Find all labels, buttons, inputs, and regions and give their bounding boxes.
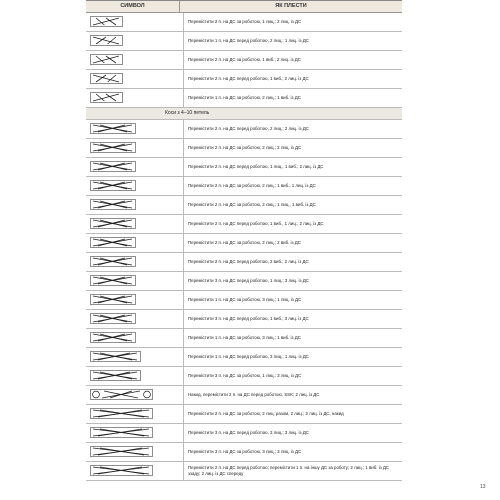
instruction-text: Перемістити 1 п. на ДС за роботою, 3 лиц.; 1 лиц. із ДС	[188, 297, 302, 302]
cable-symbol-icon	[90, 54, 124, 66]
instruction-text: Перемістити 2 п. на ДС перед роботою, 2 виб.; 2 лиц. із ДС	[188, 259, 309, 264]
symbol-cell	[86, 13, 184, 31]
section-title: Коси з 4–10 петель	[86, 108, 402, 120]
symbol-cell	[86, 89, 184, 107]
instruction-text: Перемістити 2 п. на ДС перед роботою, 1 лиц., 1 виб.; 2 лиц. із ДС	[188, 164, 324, 169]
symbol-cell	[86, 253, 184, 271]
cable-symbol-icon	[90, 427, 154, 439]
symbol-cell	[86, 443, 184, 461]
table-row	[86, 139, 402, 158]
instruction-text: Перемістити 2 п. на ДС за роботою, 2 лиц. разом, 2 лиц.; 2 лиц. із ДС, накид	[188, 411, 344, 416]
instruction-text: Перемістити 3 п. на ДС перед роботою, 1 лиц.; 3 лиц. із ДС	[188, 278, 309, 283]
cable-symbol-icon	[90, 180, 137, 192]
symbol-cell	[86, 70, 184, 88]
table-row	[86, 234, 402, 253]
instruction-text: Перемістити 2 п. на ДС за роботою, 2 лиц.; 1 лиц., 1 виб. із ДС	[188, 202, 316, 207]
page-number: 13	[480, 484, 486, 490]
cable-symbol-icon	[90, 275, 137, 287]
symbol-cell	[86, 367, 184, 385]
symbol-cell	[86, 32, 184, 50]
table-row	[86, 253, 402, 272]
instruction-text: Перемістити 3 п. на ДС за роботою, 1 лиц.; 3 лиц. із ДС	[188, 373, 302, 378]
table-header	[86, 1, 402, 13]
cable-symbol-icon	[90, 161, 137, 173]
symbol-cell	[86, 177, 184, 195]
how-header: ЯК ПЛЕСТИ	[275, 3, 307, 9]
symbol-cell	[86, 348, 184, 366]
instruction-text: Перемістити 2 п. на ДС за роботою, 1 виб.; 2 лиц. із ДС	[188, 57, 301, 62]
cable-symbol-icon	[90, 351, 142, 363]
table-row	[86, 329, 402, 348]
table-row	[86, 386, 402, 405]
cable-symbol-icon	[90, 446, 154, 458]
instruction-text: Перемістити 2 п. на ДС за роботою, 1 лиц.; 2 лиц. із ДС	[188, 19, 302, 24]
cable-symbol-icon	[90, 35, 124, 47]
table-row	[86, 215, 402, 234]
cable-symbol-icon	[90, 465, 154, 477]
instruction-text: Перемістити 2 п. на ДС перед роботою, 1 виб., 1 лиц.; 2 лиц. із ДС	[188, 221, 324, 226]
bottom-rows	[86, 120, 402, 481]
table-row	[86, 367, 402, 386]
symbol-header: СИМВОЛ	[86, 1, 180, 12]
symbol-cell	[86, 291, 184, 309]
table-row	[86, 89, 402, 108]
table-row	[86, 51, 402, 70]
top-rows	[86, 13, 402, 108]
cable-symbol-icon	[90, 408, 154, 420]
symbol-cell	[86, 405, 184, 423]
stitch-table	[86, 0, 402, 481]
instruction-text: Перемістити 3 п. на ДС перед роботою, 3 лиц.; 3 лиц. із ДС	[188, 430, 309, 435]
cable-symbol-icon	[90, 370, 142, 382]
instruction-text: Перемістити 2 п. на ДС перед роботою, 1 виб.; 2 лиц. із ДС	[188, 76, 309, 81]
cable-symbol-icon	[90, 332, 137, 344]
table-row	[86, 405, 402, 424]
instruction-text: Перемістити 1 п. на ДС за роботою, 3 лиц.; 1 виб. із ДС	[188, 335, 301, 340]
table-row	[86, 310, 402, 329]
instruction-text: Перемістити 1 п. на ДС перед роботою, 3 лиц.; 1 лиц. із ДС	[188, 354, 309, 359]
instruction-text: Перемістити 2 п. на ДС за роботою, 2 лиц.; 1 виб., 1 лиц. із ДС	[188, 183, 316, 188]
table-row	[86, 70, 402, 89]
symbol-cell	[86, 234, 184, 252]
symbol-cell	[86, 120, 184, 138]
symbol-cell	[86, 424, 184, 442]
cable-symbol-icon	[90, 237, 137, 249]
symbol-cell	[86, 462, 184, 480]
instruction-text: Перемістити 2 п. на ДС перед роботою; перемістити 1 п. на іншу ДС за роботу; 2 лиц.; 1 виб. із ДС ззаду; 2 лиц. із ДС спереду	[188, 465, 390, 476]
table-row	[86, 177, 402, 196]
table-row	[86, 120, 402, 139]
instruction-text: Перемістити 2 п. на ДС перед роботою, 2 лиц.; 2 лиц. із ДС	[188, 126, 309, 131]
table-row	[86, 462, 402, 481]
table-row	[86, 196, 402, 215]
table-row	[86, 158, 402, 177]
cable-symbol-icon	[90, 218, 137, 230]
instruction-text: Перемістити 1 п. на ДС за роботою, 2 лиц.; 1 виб. із ДС	[188, 95, 301, 100]
table-row	[86, 424, 402, 443]
instruction-text: Накид, перемістити 2 п. на ДС перед роботою, SSK; 2 лиц. із ДС	[188, 392, 320, 397]
cable-symbol-icon	[90, 16, 124, 28]
instruction-text: Перемістити 1 п. на ДС перед роботою, 2 лиц.; 1 лиц. із ДС	[188, 38, 309, 43]
instruction-text: Перемістити 2 п. на ДС за роботою, 2 лиц.; 2 виб. із ДС	[188, 240, 301, 245]
cable-symbol-icon	[90, 389, 154, 401]
symbol-cell	[86, 272, 184, 290]
symbol-cell	[86, 139, 184, 157]
table-row	[86, 13, 402, 32]
symbol-cell	[86, 386, 184, 404]
symbol-cell	[86, 215, 184, 233]
table-row	[86, 348, 402, 367]
cable-symbol-icon	[90, 256, 137, 268]
cable-symbol-icon	[90, 199, 137, 211]
cable-symbol-icon	[90, 123, 137, 135]
table-row	[86, 272, 402, 291]
instruction-text: Перемістити 3 п. на ДС перед роботою, 1 виб.; 3 лиц. із ДС	[188, 316, 309, 321]
cable-symbol-icon	[90, 92, 124, 104]
symbol-cell	[86, 158, 184, 176]
cable-symbol-icon	[90, 142, 137, 154]
symbol-cell	[86, 329, 184, 347]
table-row	[86, 32, 402, 51]
instruction-text: Перемістити 2 п. на ДС за роботою, 2 лиц.; 2 лиц. із ДС	[188, 145, 302, 150]
cable-symbol-icon	[90, 73, 124, 85]
symbol-cell	[86, 310, 184, 328]
instruction-text: Перемістити 3 п. на ДС за роботою, 3 лиц.; 3 лиц. із ДС	[188, 449, 302, 454]
symbol-cell	[86, 196, 184, 214]
symbol-cell	[86, 51, 184, 69]
cable-symbol-icon	[90, 294, 137, 306]
table-row	[86, 443, 402, 462]
table-row	[86, 291, 402, 310]
cable-symbol-icon	[90, 313, 137, 325]
